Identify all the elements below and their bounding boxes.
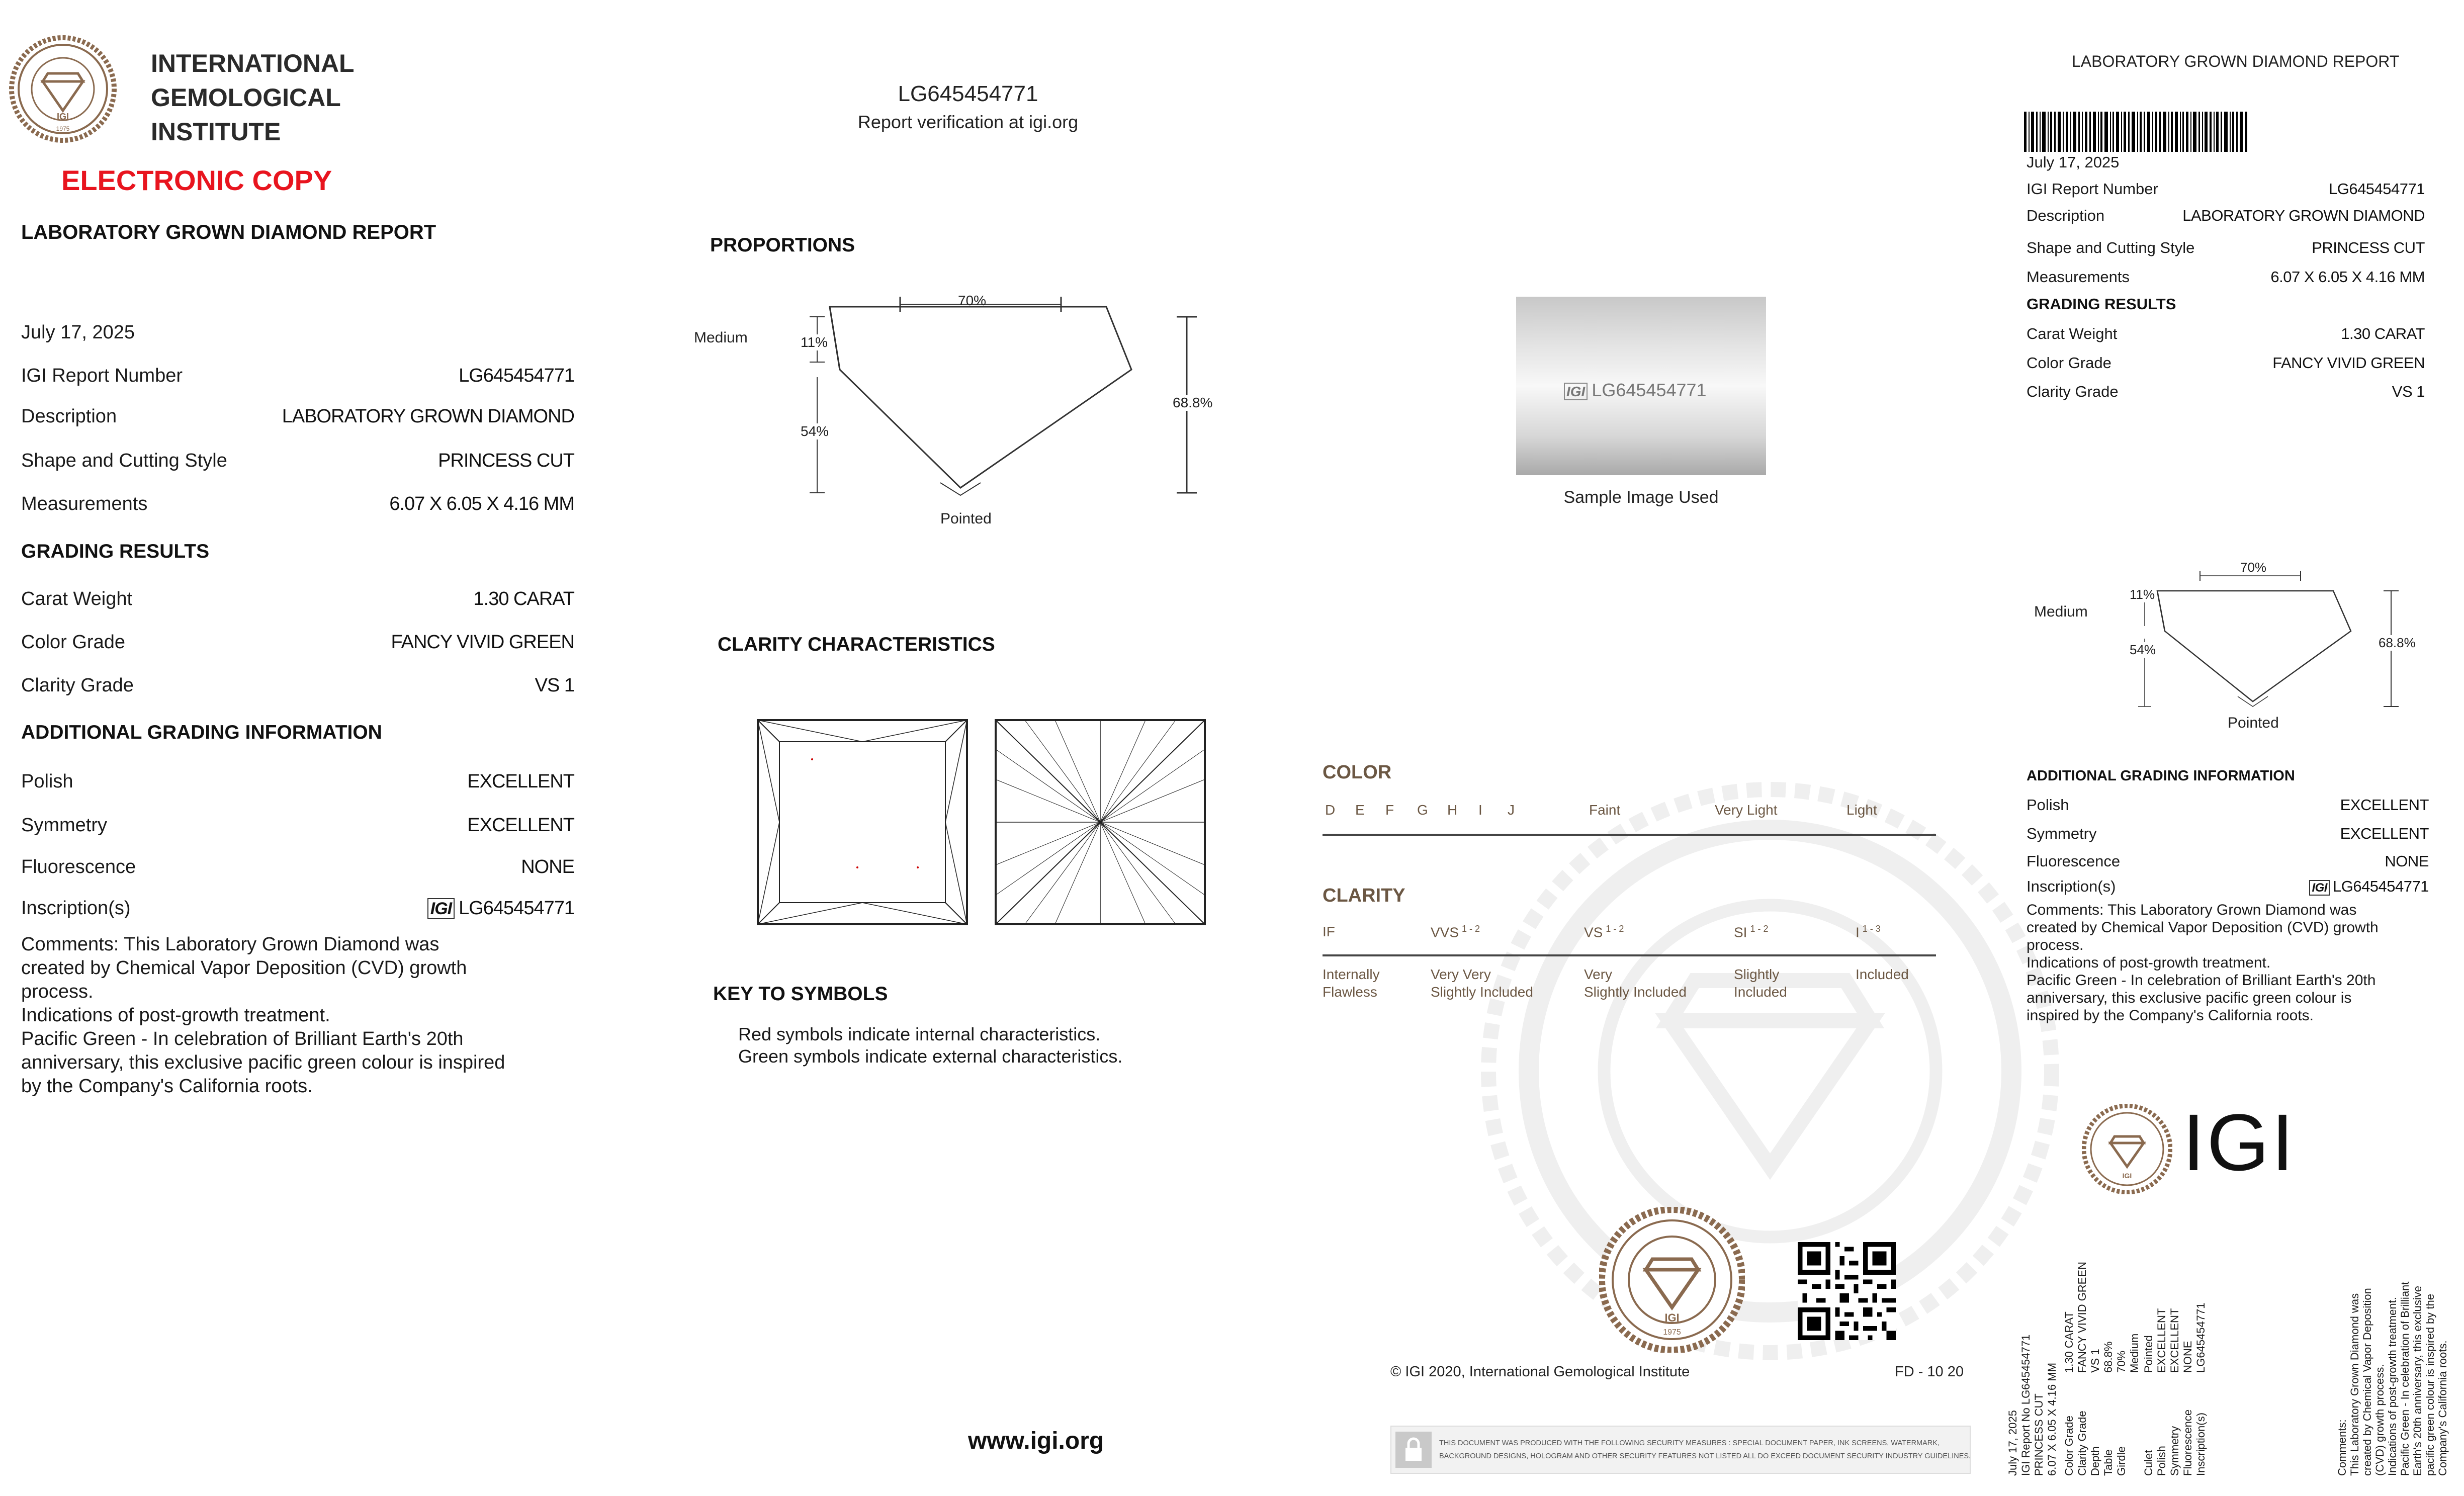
detail-value: LG645454771 xyxy=(459,365,574,386)
stub-value: EXCELLENT xyxy=(2155,1308,2168,1373)
clarity-plot-pavilion xyxy=(995,719,1206,925)
clarity-characteristics-title: CLARITY CHARACTERISTICS xyxy=(718,634,995,655)
stub-value: FANCY VIVID GREEN xyxy=(2076,1262,2088,1373)
background-seal-watermark xyxy=(1468,769,2072,1373)
right-grading-label: Carat Weight xyxy=(2027,325,2118,342)
lock-icon xyxy=(1395,1432,1432,1468)
stub-line: Depth xyxy=(2089,1446,2101,1476)
stub-value: 1.30 CARAT xyxy=(2063,1311,2075,1373)
culet-label: Pointed xyxy=(940,510,992,527)
right-summary xyxy=(2027,153,2429,1033)
right-grading-row xyxy=(2027,354,2429,374)
svg-text:1975: 1975 xyxy=(56,125,70,132)
report-date: July 17, 2025 xyxy=(21,322,135,343)
stub-line: Symmetry xyxy=(2168,1426,2181,1476)
igi-inscription-icon: IGI xyxy=(427,898,455,919)
key-to-symbols-title: KEY TO SYMBOLS xyxy=(713,983,888,1005)
stub-comment: Pacific Green - In celebration of Brilliant xyxy=(2399,1281,2411,1476)
stub-comment: Comments: xyxy=(2336,1419,2348,1476)
right-grading-row xyxy=(2027,383,2429,403)
right-comments xyxy=(2027,901,2379,1024)
stub-line: Clarity Grade xyxy=(2076,1411,2088,1476)
stub-line: IGI Report No LG645454771 xyxy=(2019,1334,2032,1476)
girdle-label: Medium xyxy=(694,329,748,346)
right-detail-value: LABORATORY GROWN DIAMOND xyxy=(2182,207,2425,224)
color-range: Faint xyxy=(1589,802,1621,818)
right-comment-line: Indications of post-growth treatment. xyxy=(2027,954,2271,971)
right-detail-label: Description xyxy=(2027,207,2105,224)
barcode xyxy=(2024,112,2248,152)
stub-line: 6.07 X 6.05 X 4.16 MM xyxy=(2046,1362,2058,1476)
clarity-name-line: Flawless xyxy=(1323,984,1377,1000)
stub-value: 68.8% xyxy=(2102,1341,2115,1373)
color-letter: I xyxy=(1478,802,1482,818)
right-table-percent: 70% xyxy=(2240,560,2267,575)
comment-line: process. xyxy=(21,981,94,1002)
comment-line: Pacific Green - In celebration of Brilliant Earth's 20th xyxy=(21,1028,464,1049)
grading-value: VS 1 xyxy=(535,675,574,696)
report-number-heading: LG645454771 xyxy=(898,81,1038,106)
color-scale xyxy=(1323,759,1936,860)
detail-row xyxy=(21,365,574,395)
detail-label: Shape and Cutting Style xyxy=(21,450,227,471)
right-comment-line: inspired by the Company's California roots. xyxy=(2027,1007,2314,1024)
right-additional-value: LG645454771 xyxy=(2332,877,2429,895)
right-comment-line: created by Chemical Vapor Deposition (CVD) growth xyxy=(2027,919,2379,936)
clarity-scale-title: CLARITY xyxy=(1323,885,1405,906)
institute-line-2: GEMOLOGICAL xyxy=(151,83,341,112)
clarity-name-line: Internally xyxy=(1323,966,1380,982)
proportions-title: PROPORTIONS xyxy=(710,234,855,256)
additional-value: EXCELLENT xyxy=(467,815,574,836)
additional-row xyxy=(21,898,574,928)
clarity-sup: 1 - 2 xyxy=(1606,924,1624,934)
detail-label: IGI Report Number xyxy=(21,365,183,386)
right-grading-value: FANCY VIVID GREEN xyxy=(2272,354,2425,372)
additional-value: LG645454771 xyxy=(459,898,574,919)
color-scale-line xyxy=(1323,834,1936,836)
right-detail-label: Measurements xyxy=(2027,268,2130,286)
clarity-grade xyxy=(1856,924,1881,940)
right-detail-value: 6.07 X 6.05 X 4.16 MM xyxy=(2270,268,2425,286)
stub-value: Medium xyxy=(2128,1333,2141,1373)
right-detail-row xyxy=(2027,180,2429,200)
detail-value: 6.07 X 6.05 X 4.16 MM xyxy=(389,493,574,514)
igi-logo-seal xyxy=(2082,1104,2172,1194)
comment-line: Indications of post-growth treatment. xyxy=(21,1005,330,1026)
proportions-diagram xyxy=(689,282,1237,543)
comment-line: anniversary, this exclusive pacific green colour is inspired xyxy=(21,1052,505,1073)
right-grading-value: VS 1 xyxy=(2392,383,2425,400)
right-detail-value: PRINCESS CUT xyxy=(2312,239,2425,256)
right-date: July 17, 2025 xyxy=(2027,153,2120,171)
clarity-name-line: Included xyxy=(1856,966,1909,982)
institute-name xyxy=(151,46,355,149)
stub-line: PRINCESS CUT xyxy=(2033,1393,2045,1476)
stub-line: Color Grade xyxy=(2063,1416,2075,1476)
right-detail-row xyxy=(2027,207,2429,227)
right-additional-label: Symmetry xyxy=(2027,825,2097,842)
depth-percent: 68.8% xyxy=(1173,395,1213,410)
institute-line-3: INSTITUTE xyxy=(151,118,281,146)
stub-value: Pointed xyxy=(2142,1335,2155,1373)
pavilion-percent: 54% xyxy=(801,423,829,439)
grading-label: Clarity Grade xyxy=(21,675,134,696)
clarity-sup: 1 - 2 xyxy=(1750,924,1769,934)
right-comment-line: process. xyxy=(2027,937,2084,953)
clarity-code: VVS xyxy=(1431,924,1459,940)
right-comment-line: anniversary, this exclusive pacific green colour is xyxy=(2027,990,2352,1006)
stub-comment: This Laboratory Grown Diamond was xyxy=(2348,1293,2361,1476)
report-verification: Report verification at igi.org xyxy=(857,112,1079,132)
igi-inscription-icon: IGI xyxy=(2309,880,2330,896)
stub-comment: Earth's 20th anniversary, this exclusive xyxy=(2411,1286,2424,1476)
grading-results-heading: GRADING RESULTS xyxy=(21,541,210,562)
clarity-scale-line xyxy=(1323,954,1936,956)
clarity-grade xyxy=(1323,924,1335,940)
grading-row xyxy=(21,588,574,619)
right-grading-value: 1.30 CARAT xyxy=(2341,325,2425,342)
color-range: Very Light xyxy=(1715,802,1778,818)
copyright: © IGI 2020, International Gemological Institute xyxy=(1390,1364,1690,1380)
clarity-grade xyxy=(1734,924,1769,940)
additional-label: Inscription(s) xyxy=(21,898,131,919)
svg-text:IGI: IGI xyxy=(2122,1172,2132,1180)
additional-row xyxy=(21,771,574,801)
additional-value: NONE xyxy=(521,856,574,877)
color-letter: H xyxy=(1447,802,1458,818)
clarity-code: VS xyxy=(1584,924,1603,940)
color-letter: E xyxy=(1355,802,1365,818)
additional-value: EXCELLENT xyxy=(467,771,574,792)
comment-line: Comments: This Laboratory Grown Diamond was xyxy=(21,934,439,955)
right-crown-percent: 11% xyxy=(2130,587,2155,602)
additional-row xyxy=(21,815,574,845)
right-additional-label: Inscription(s) xyxy=(2027,877,2116,895)
institute-line-1: INTERNATIONAL xyxy=(151,49,355,77)
clarity-grade xyxy=(1584,924,1624,940)
clarity-code: SI xyxy=(1734,924,1747,940)
report-stub xyxy=(2006,1247,2449,1478)
sample-image xyxy=(1516,297,1766,475)
right-report-title: LABORATORY GROWN DIAMOND REPORT xyxy=(2072,52,2400,70)
igi-seal-logo xyxy=(9,35,117,143)
security-text xyxy=(1439,1437,1971,1463)
clarity-name xyxy=(1734,965,1787,1001)
clarity-sup: 1 - 2 xyxy=(1462,924,1480,934)
website: www.igi.org xyxy=(968,1428,1104,1454)
clarity-code: I xyxy=(1856,924,1860,940)
clarity-code: IF xyxy=(1323,924,1335,939)
crown-percent: 11% xyxy=(801,334,828,350)
security-line: THIS DOCUMENT WAS PRODUCED WITH THE FOLLOWING SECURITY MEASURES : SPECIAL DOCUMENT PAPER, INK SCREENS, WATERMARK, xyxy=(1439,1439,1940,1447)
comment-line: created by Chemical Vapor Deposition (CVD) growth xyxy=(21,957,467,979)
stub-line: Table xyxy=(2102,1449,2115,1476)
security-line: BACKGROUND DESIGNS, HOLOGRAM AND OTHER SECURITY FEATURES NOT LISTED ALL DO EXCEED DOCUMENT SECURITY INDUSTRY GUIDELINES. xyxy=(1439,1452,1971,1460)
right-comment-line: Pacific Green - In celebration of Brilliant Earth's 20th xyxy=(2027,972,2376,989)
clarity-scale xyxy=(1323,883,1936,1013)
additional-label: Fluorescence xyxy=(21,856,136,877)
stub-value: EXCELLENT xyxy=(2168,1308,2181,1373)
stub-line: Culet xyxy=(2142,1450,2155,1476)
stub-comment: (CVD) growth process. xyxy=(2373,1364,2386,1476)
svg-text:IGI: IGI xyxy=(56,112,69,122)
right-comment-line: Comments: This Laboratory Grown Diamond was xyxy=(2027,902,2357,918)
qr-code xyxy=(1798,1242,1896,1340)
grading-value: FANCY VIVID GREEN xyxy=(391,632,574,653)
right-additional-value-wrap xyxy=(2309,877,2429,896)
clarity-name-line: Slightly Included xyxy=(1584,984,1687,1000)
right-culet-label: Pointed xyxy=(2228,715,2279,731)
grading-label: Color Grade xyxy=(21,632,125,653)
clarity-name-line: Slightly Included xyxy=(1431,984,1533,1000)
grading-label: Carat Weight xyxy=(21,588,133,609)
stub-comment: Indications of post-growth treatment. xyxy=(2386,1297,2399,1476)
color-letter: F xyxy=(1385,802,1394,818)
right-additional-heading: ADDITIONAL GRADING INFORMATION xyxy=(2027,768,2295,784)
key-to-symbols-text xyxy=(738,1023,1122,1068)
right-additional-value: EXCELLENT xyxy=(2340,796,2429,814)
stub-comment: Company's California roots. xyxy=(2436,1340,2449,1476)
detail-value: LABORATORY GROWN DIAMOND xyxy=(282,406,574,427)
clarity-plot-crown xyxy=(757,719,968,925)
additional-label: Symmetry xyxy=(21,815,107,836)
clarity-name xyxy=(1323,965,1380,1001)
svg-text:IGI: IGI xyxy=(1664,1311,1680,1324)
clarity-name-line: Slightly xyxy=(1734,966,1780,982)
clarity-name xyxy=(1856,965,1909,983)
sample-inscription-text: LG645454771 xyxy=(1592,380,1707,400)
stub-value: VS 1 xyxy=(2089,1349,2101,1373)
report-details xyxy=(21,322,574,1101)
stub-line: Polish xyxy=(2155,1446,2168,1476)
stub-line: Fluorescence xyxy=(2181,1409,2194,1476)
clarity-name-line: Included xyxy=(1734,984,1787,1000)
grading-row xyxy=(21,675,574,705)
igi-logo-text: IGI xyxy=(2182,1097,2296,1187)
clarity-name xyxy=(1584,965,1687,1001)
right-additional-label: Polish xyxy=(2027,796,2069,814)
clarity-name xyxy=(1431,965,1533,1001)
electronic-copy-label: ELECTRONIC COPY xyxy=(61,164,332,196)
additional-grading-heading: ADDITIONAL GRADING INFORMATION xyxy=(21,722,382,743)
key-line: Green symbols indicate external characteristics. xyxy=(738,1046,1123,1067)
clarity-sup: 1 - 3 xyxy=(1862,924,1881,934)
right-girdle-label: Medium xyxy=(2034,603,2088,620)
color-range: Light xyxy=(1846,802,1877,818)
right-additional-value: EXCELLENT xyxy=(2340,825,2429,842)
detail-label: Measurements xyxy=(21,493,148,514)
igi-gold-seal xyxy=(1599,1207,1745,1353)
color-letter: G xyxy=(1417,802,1428,818)
additional-label: Polish xyxy=(21,771,73,792)
clarity-name-line: Very Very xyxy=(1431,966,1491,982)
right-detail-value: LG645454771 xyxy=(2328,180,2425,198)
stub-value: LG645454771 xyxy=(2194,1302,2207,1373)
right-detail-label: IGI Report Number xyxy=(2027,180,2158,198)
right-additional-value: NONE xyxy=(2385,852,2429,870)
right-grading-row xyxy=(2027,325,2429,345)
color-letter: D xyxy=(1325,802,1336,818)
right-additional-row xyxy=(2027,825,2429,845)
security-notice xyxy=(1390,1426,1971,1474)
right-pavilion-percent: 54% xyxy=(2130,642,2156,657)
right-additional-row xyxy=(2027,796,2429,816)
right-detail-label: Shape and Cutting Style xyxy=(2027,239,2195,256)
form-code: FD - 10 20 xyxy=(1895,1364,1964,1380)
right-detail-row xyxy=(2027,268,2429,288)
detail-row xyxy=(21,493,574,523)
right-grading-label: Color Grade xyxy=(2027,354,2111,372)
comments-block xyxy=(21,933,505,1098)
additional-value-wrap xyxy=(427,898,574,919)
right-additional-row xyxy=(2027,852,2429,872)
igi-inscription-icon: IGI xyxy=(1564,383,1588,400)
clarity-grade xyxy=(1431,924,1480,940)
stub-value: NONE xyxy=(2181,1341,2194,1373)
detail-value: PRINCESS CUT xyxy=(438,450,574,471)
right-grading-label: Clarity Grade xyxy=(2027,383,2119,400)
stub-line: July 17, 2025 xyxy=(2006,1410,2019,1476)
clarity-name-line: Very xyxy=(1584,966,1613,982)
stub-line: Inscription(s) xyxy=(2194,1413,2207,1476)
table-percent: 70% xyxy=(958,293,987,308)
stub-comment: pacific green colour is inspired by the xyxy=(2424,1294,2436,1476)
key-line: Red symbols indicate internal characteristics. xyxy=(738,1024,1101,1044)
detail-label: Description xyxy=(21,406,117,427)
stub-value: 70% xyxy=(2115,1350,2128,1373)
report-title: LABORATORY GROWN DIAMOND REPORT xyxy=(21,221,436,243)
stub-line: Girdle xyxy=(2115,1446,2128,1476)
right-depth-percent: 68.8% xyxy=(2379,635,2416,650)
right-additional-label: Fluorescence xyxy=(2027,852,2121,870)
color-scale-title: COLOR xyxy=(1323,762,1392,783)
color-letter: J xyxy=(1508,802,1515,818)
grading-row xyxy=(21,632,574,662)
right-grading-heading: GRADING RESULTS xyxy=(2027,295,2176,313)
right-detail-row xyxy=(2027,239,2429,259)
additional-row xyxy=(21,856,574,887)
stub-comment: created by Chemical Vapor Deposition xyxy=(2361,1288,2373,1476)
detail-row xyxy=(21,450,574,480)
right-additional-row xyxy=(2027,877,2429,898)
comment-line: by the Company's California roots. xyxy=(21,1076,313,1097)
sample-image-caption: Sample Image Used xyxy=(1563,488,1719,507)
svg-text:1975: 1975 xyxy=(1663,1328,1681,1337)
grading-value: 1.30 CARAT xyxy=(473,588,574,609)
detail-row xyxy=(21,406,574,436)
right-proportions-diagram xyxy=(2027,556,2429,737)
sample-inscription xyxy=(1564,380,1707,401)
